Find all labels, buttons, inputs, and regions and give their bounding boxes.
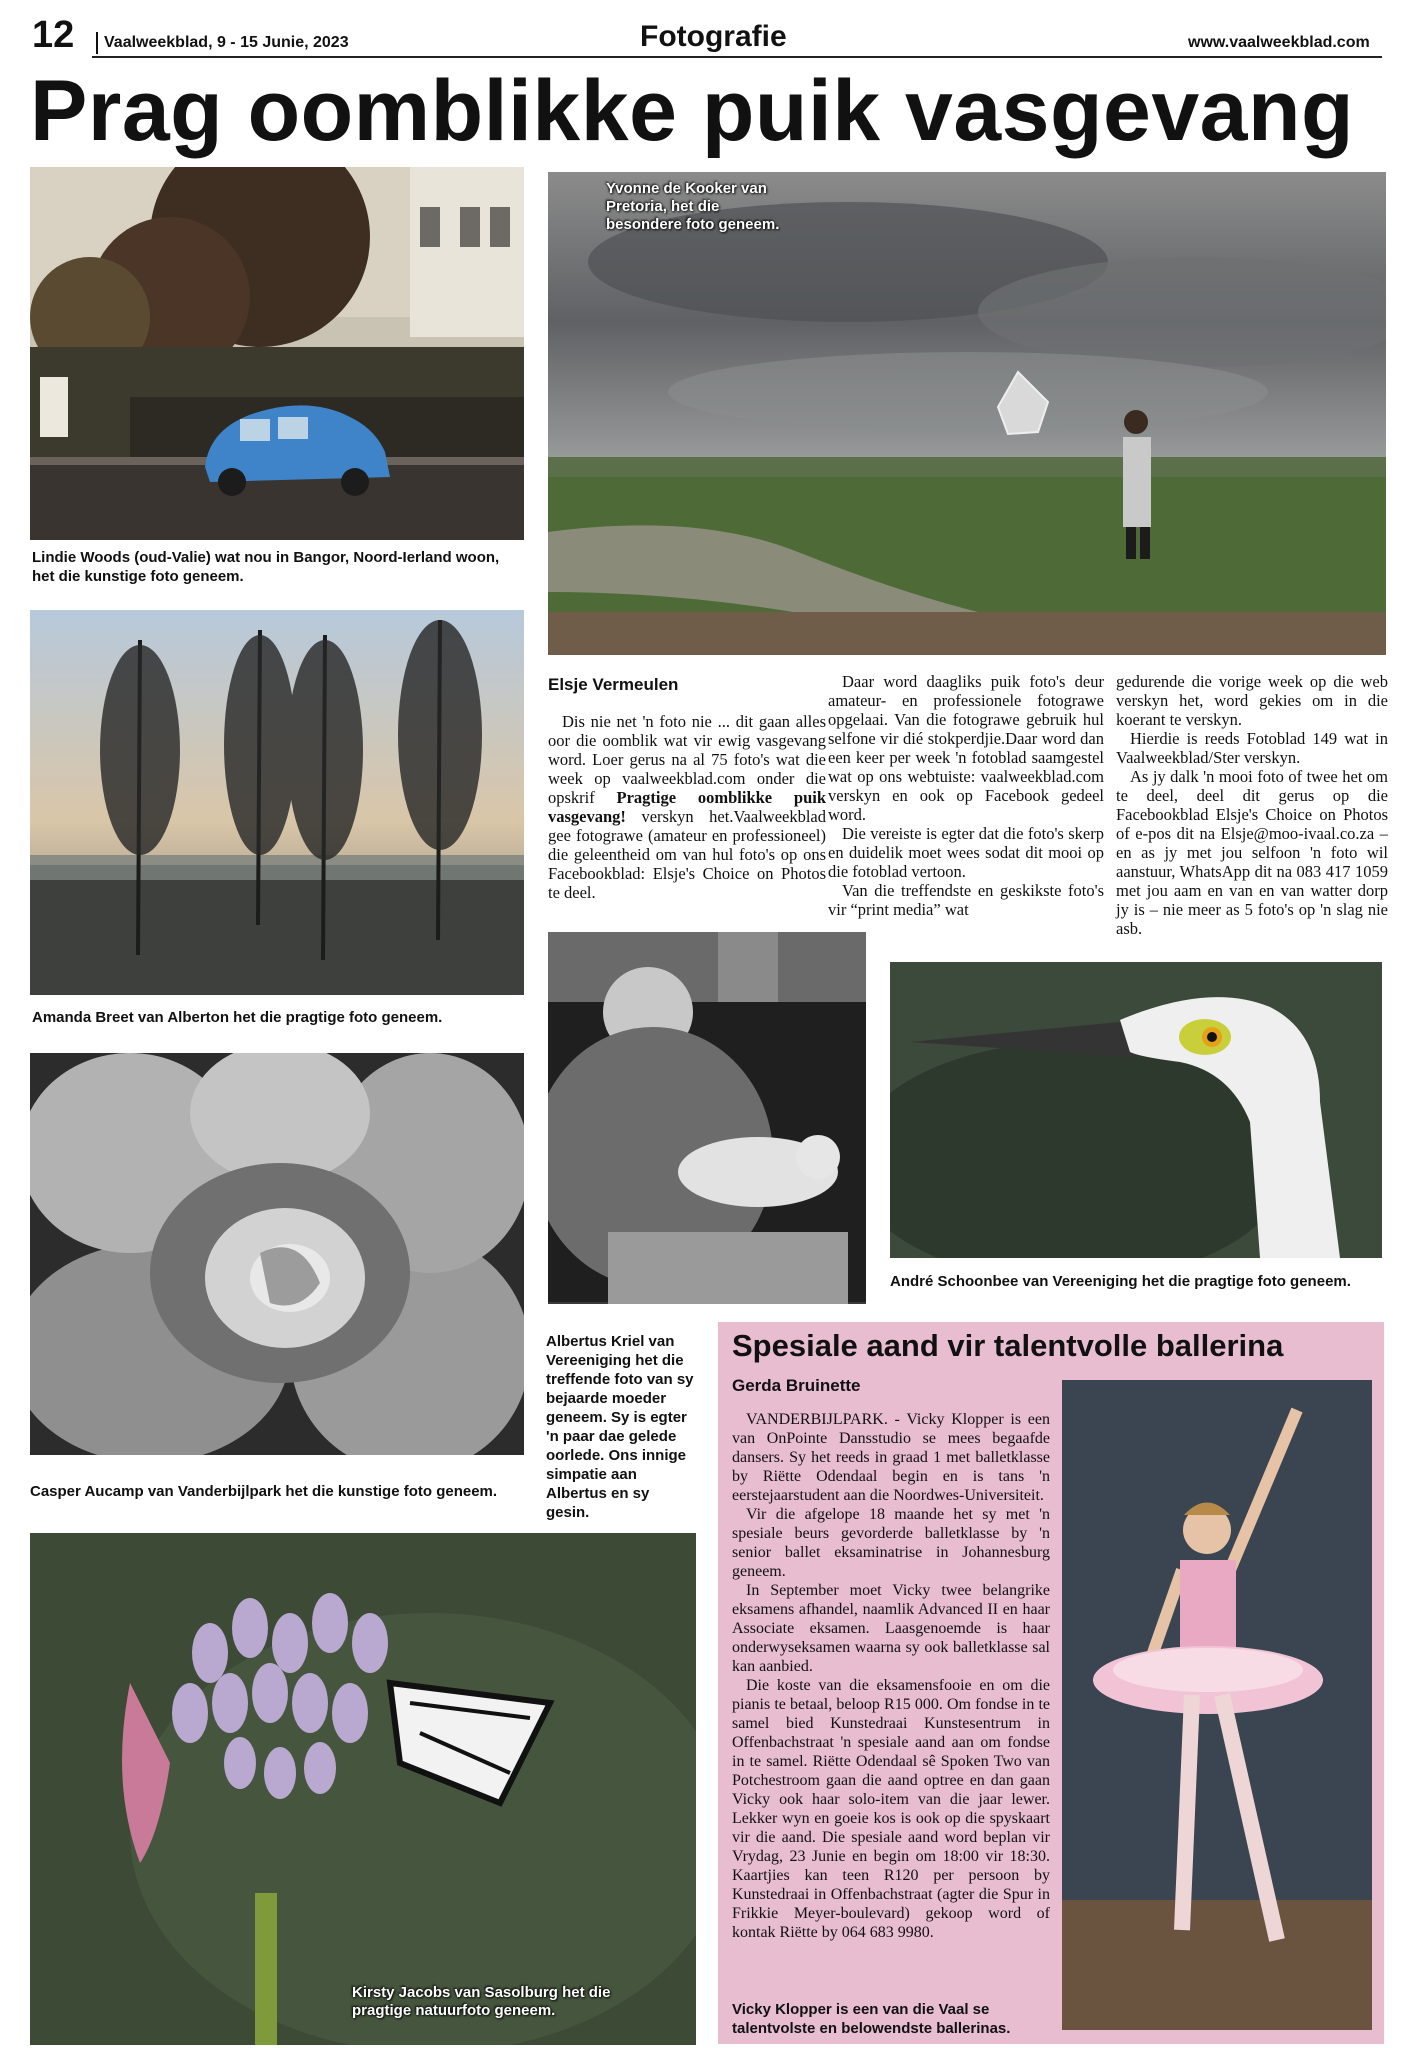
storm-photo-caption: Yvonne de Kooker van Pretoria, het die besondere foto geneem. bbox=[606, 180, 780, 233]
article-col1-text-b: verskyn het.Vaalweekblad gee fotograwe (amateur en professioneel) die geleentheid om van hul foto's op ons Facebookblad: Elsje's Choice on Photos te deel. bbox=[548, 807, 827, 902]
page-headline: Prag oomblikke puik vasgevang bbox=[30, 63, 1355, 159]
trees-photo bbox=[30, 610, 524, 995]
butterfly-photo-caption: Kirsty Jacobs van Sasolburg het die pragtige natuurfoto geneem. bbox=[352, 1984, 611, 2019]
article-column-3 bbox=[1116, 672, 1388, 938]
butterfly-photo bbox=[30, 1533, 696, 2045]
page-number: 12 bbox=[32, 14, 75, 56]
article-col3-p2: Hierdie is reeds Fotoblad 149 wat in Vaalweekblad/Ster verskyn. bbox=[1116, 729, 1388, 767]
article-byline: Elsje Vermeulen bbox=[548, 675, 679, 694]
article-col3-p1: gedurende die vorige week op die web verskyn het, word gekies om in die koerant te verskyn. bbox=[1116, 672, 1388, 729]
article-column-2 bbox=[828, 672, 1104, 919]
ballerina-p2: Vir die afgelope 18 maande het sy met 'n spesiale beurs gevorderde balletklasse by 'n senior ballet eksaminatrise in Johannesburg geneem. bbox=[732, 1506, 1050, 1580]
egret-photo bbox=[890, 962, 1382, 1258]
section-title: Fotografie bbox=[640, 20, 787, 53]
grandmother-photo bbox=[548, 932, 866, 1304]
ballerina-caption: Vicky Klopper is een van die Vaal se talentvolste en belowendste ballerinas. bbox=[732, 2001, 1011, 2037]
ballerina-p1: VANDERBIJLPARK. - Vicky Klopper is een van OnPointe Dansstudio se mees begaafde dansers. Sy het reeds in graad 1 met balletklasse by Riëtte Odendaal begin en is tans 'n eerstejaarstudent aan die Noordwes-Universiteit. bbox=[732, 1411, 1050, 1504]
article-col2-p2: Die vereiste is egter dat die foto's skerp en duidelik moet wees sodat dit mooi op die fotoblad vertoon. bbox=[828, 824, 1104, 881]
ballerina-photo bbox=[1062, 1380, 1372, 2030]
ballerina-p4: Die koste van die eksamensfooie en om die pianis te betaal, beloop R15 000. Om fondse in te samel bied Kunstedraai Kunstesentrum in Offenbachstraat 'n spesiale aand aan om fondse in te samel. Riëtte Odendaal sê Spoken Two van Potchestroom gaan die aand optree en dan gaan Vicky ook haar solo-item van die jaar lewer. Lekker wyn en goeie kos is ook op die spyskaart vir die aand. Die spesiale aand word beplan vir Vrydag, 23 Junie en begin om 18:00 vir 18:30. Kaartjies kan teen R120 per persoon by Kunstedraai in Offenbachstraat (agter die Spur in Frikkie Meyer-boulevard) gekoop word of kontak Riëtte by 064 683 9980. bbox=[732, 1677, 1050, 1941]
website-url: www.vaalweekblad.com bbox=[1188, 34, 1370, 51]
car-photo bbox=[30, 167, 524, 540]
article-col1-text-a: Dis nie net 'n foto nie ... dit gaan alles oor die oomblik wat vir ewig vasgevang word. Loer gerus na al 75 foto's wat die week op vaalweekblad.com onder die opskrif bbox=[548, 712, 826, 807]
article-col2-p3: Van die treffendste en geskikste foto's vir “print media” wat bbox=[828, 881, 1104, 919]
trees-photo-caption: Amanda Breet van Alberton het die pragtige foto geneem. bbox=[32, 1009, 443, 1026]
car-photo-caption: Lindie Woods (oud-Valie) wat nou in Bangor, Noord-Ierland woon, het die kunstige foto geneem. bbox=[32, 549, 500, 585]
succulent-photo bbox=[30, 1053, 524, 1455]
article-col1-bold: Pragtige oomblikke puik vasgevang! bbox=[548, 788, 827, 826]
ballerina-p3: In September moet Vicky twee belangrike eksamens afhandel, naamlik Advanced II en haar Associate eksamen. Laasgenoemde is haar onderwyseksamen waarna sy ook balletklasse sal kan aanbied. bbox=[732, 1582, 1050, 1675]
article-column-1 bbox=[548, 712, 826, 902]
grandmother-photo-caption: Albertus Kriel van Vereeniging het die treffende foto van sy bejaarde moeder geneem. Sy is egter 'n paar dae gelede oorlede. Ons innige simpatie aan Albertus en sy gesin. bbox=[546, 1333, 694, 1521]
article-col2-p1: Daar word daagliks puik foto's deur amateur- en professionele fotograwe opgelaai. Van die fotograwe gebruik hul selfone vir dié stokperdjie.Daar word dan een keer per week 'n fotoblad saamgestel wat op ons webtuiste: vaalweekblad.com verskyn en ook op Facebook gedeel word. bbox=[828, 672, 1104, 824]
ballerina-article-body bbox=[732, 1410, 1050, 1942]
article-col3-p3: As jy dalk 'n mooi foto of twee het om te deel, deel dit gerus op die Facebookblad Elsje's Choice on Photos of e-pos dit na Elsje@moo-ivaal.co.za – en as jy met jou selfoon 'n foto wil aanstuur, WhatsApp dit na 083 417 1059 met jou aam en van en van watter dorp jy is – nie meer as 5 foto's op 'n slag nie asb. bbox=[1116, 767, 1388, 938]
egret-photo-caption: André Schoonbee van Vereeniging het die pragtige foto geneem. bbox=[890, 1273, 1351, 1290]
ballerina-article-byline: Gerda Bruinette bbox=[732, 1376, 861, 1395]
ballerina-article-title: Spesiale aand vir talentvolle ballerina bbox=[732, 1328, 1284, 1363]
header-rule bbox=[92, 56, 1382, 58]
succulent-photo-caption: Casper Aucamp van Vanderbijlpark het die kunstige foto geneem. bbox=[30, 1483, 498, 1500]
issue-date: Vaalweekblad, 9 - 15 Junie, 2023 bbox=[96, 32, 349, 54]
storm-photo bbox=[548, 172, 1386, 655]
